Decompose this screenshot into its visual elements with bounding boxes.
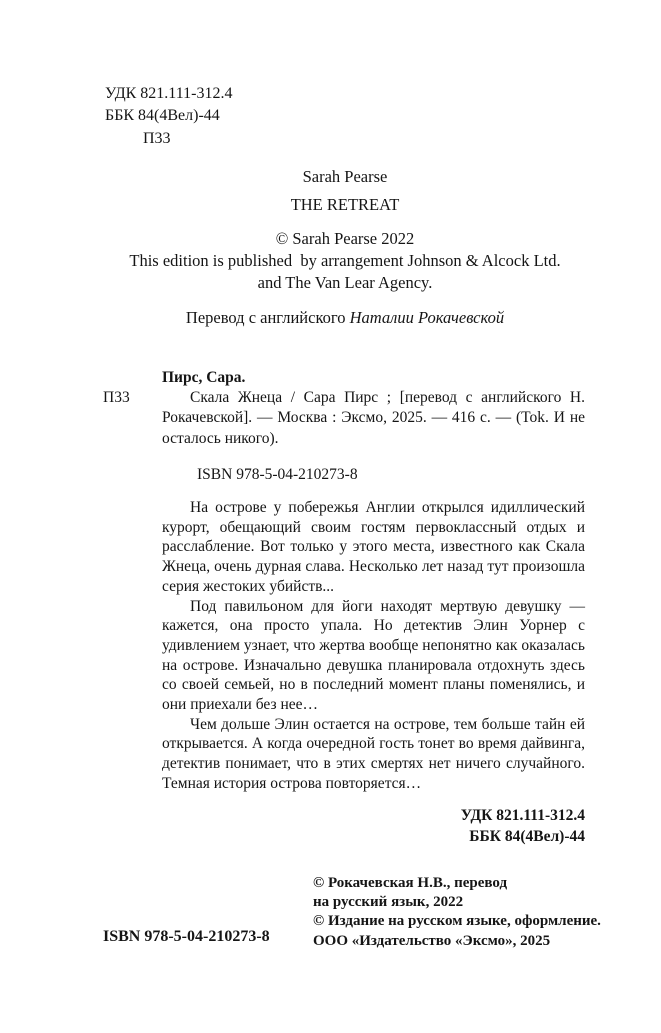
copyright-publisher-line1: © Издание на русском языке, оформление. <box>313 913 601 930</box>
copyright-translation-line1: © Рокачевская Н.В., перевод <box>313 875 508 891</box>
copyright-notices-block <box>313 874 601 951</box>
bibliographic-record <box>103 368 585 485</box>
udk-code-bottom: УДК 821.111-312.4 <box>460 807 585 824</box>
translation-prefix: Перевод с английского <box>185 308 350 327</box>
original-copyright: © Sarah Pearse 2022 <box>275 229 415 248</box>
book-author-ru: Пирс, Сара. <box>162 369 246 386</box>
original-title: THE RETREAT <box>290 195 400 214</box>
bbk-code-bottom: ББК 84(4Вел)-44 <box>469 827 585 845</box>
bibliographic-description-text: Скала Жнеца / Сара Пирс ; [перевод с английского Н. Рокачевской]. — Москва : Эксмо, 2025. — 416 с. — (Tok. И не осталось никого). <box>162 389 585 447</box>
author-sign-code: П33 <box>143 129 171 147</box>
edition-arrangement-line1: This edition is published by arrangement Johnson & Alcock Ltd. <box>129 251 561 270</box>
copyright-publisher-line2: ООО «Издательство «Эксмо», 2025 <box>313 932 551 949</box>
annotation-paragraph-3: Чем дольше Элин остается на острове, тем больше тайн ей открывается. А когда очередной гость тонет во время дайвинга, детектив понимает, что в этих смертях нет ничего случайного. Темная история острова повторяется… <box>162 715 585 792</box>
udk-code: УДК 821.111-312.4 <box>105 85 233 102</box>
original-author: Sarah Pearse <box>302 167 388 186</box>
edition-arrangement-line2: and The Van Lear Agency. <box>257 273 433 292</box>
translator-name: Наталии Рокачевской <box>349 308 505 327</box>
copyright-translation-line2: на русский язык, 2022 <box>313 894 464 911</box>
author-sign-code-hanging: П33 <box>103 389 130 407</box>
isbn-footer: ISBN 978-5-04-210273-8 <box>103 928 270 945</box>
translation-credit <box>105 307 585 329</box>
isbn-record: ISBN 978-5-04-210273-8 <box>197 465 358 483</box>
top-classification-block <box>105 83 232 150</box>
annotation-block <box>162 498 585 794</box>
copyright-publisher-entry <box>313 912 601 950</box>
bbk-code: ББК 84(4Вел)-44 <box>105 107 220 125</box>
original-edition-block <box>105 166 585 329</box>
annotation-paragraph-1: На острове у побережья Англии открылся идиллический курорт, обещающий своим гостям первоклассный отдых и расслабление. Вот только у этого места, известного как Скала Жнеца, очень дурная слава. Несколько лет назад тут произошла серия жестоких убийств... <box>162 499 585 595</box>
copyright-translation-entry <box>313 874 601 912</box>
annotation-paragraph-2: Под павильоном для йоги находят мертвую девушку — кажется, она просто упала. Но детектив Элин Уорнер с удивлением узнает, что жертва вообще непонятно как оказалась на острове. Изначально девушка планировала отдохнуть здесь со своей семьей, но в последний момент планы поменялись, и они приехали без нее… <box>162 597 585 714</box>
bottom-classification-block <box>162 806 585 847</box>
bibliographic-description <box>103 388 585 449</box>
